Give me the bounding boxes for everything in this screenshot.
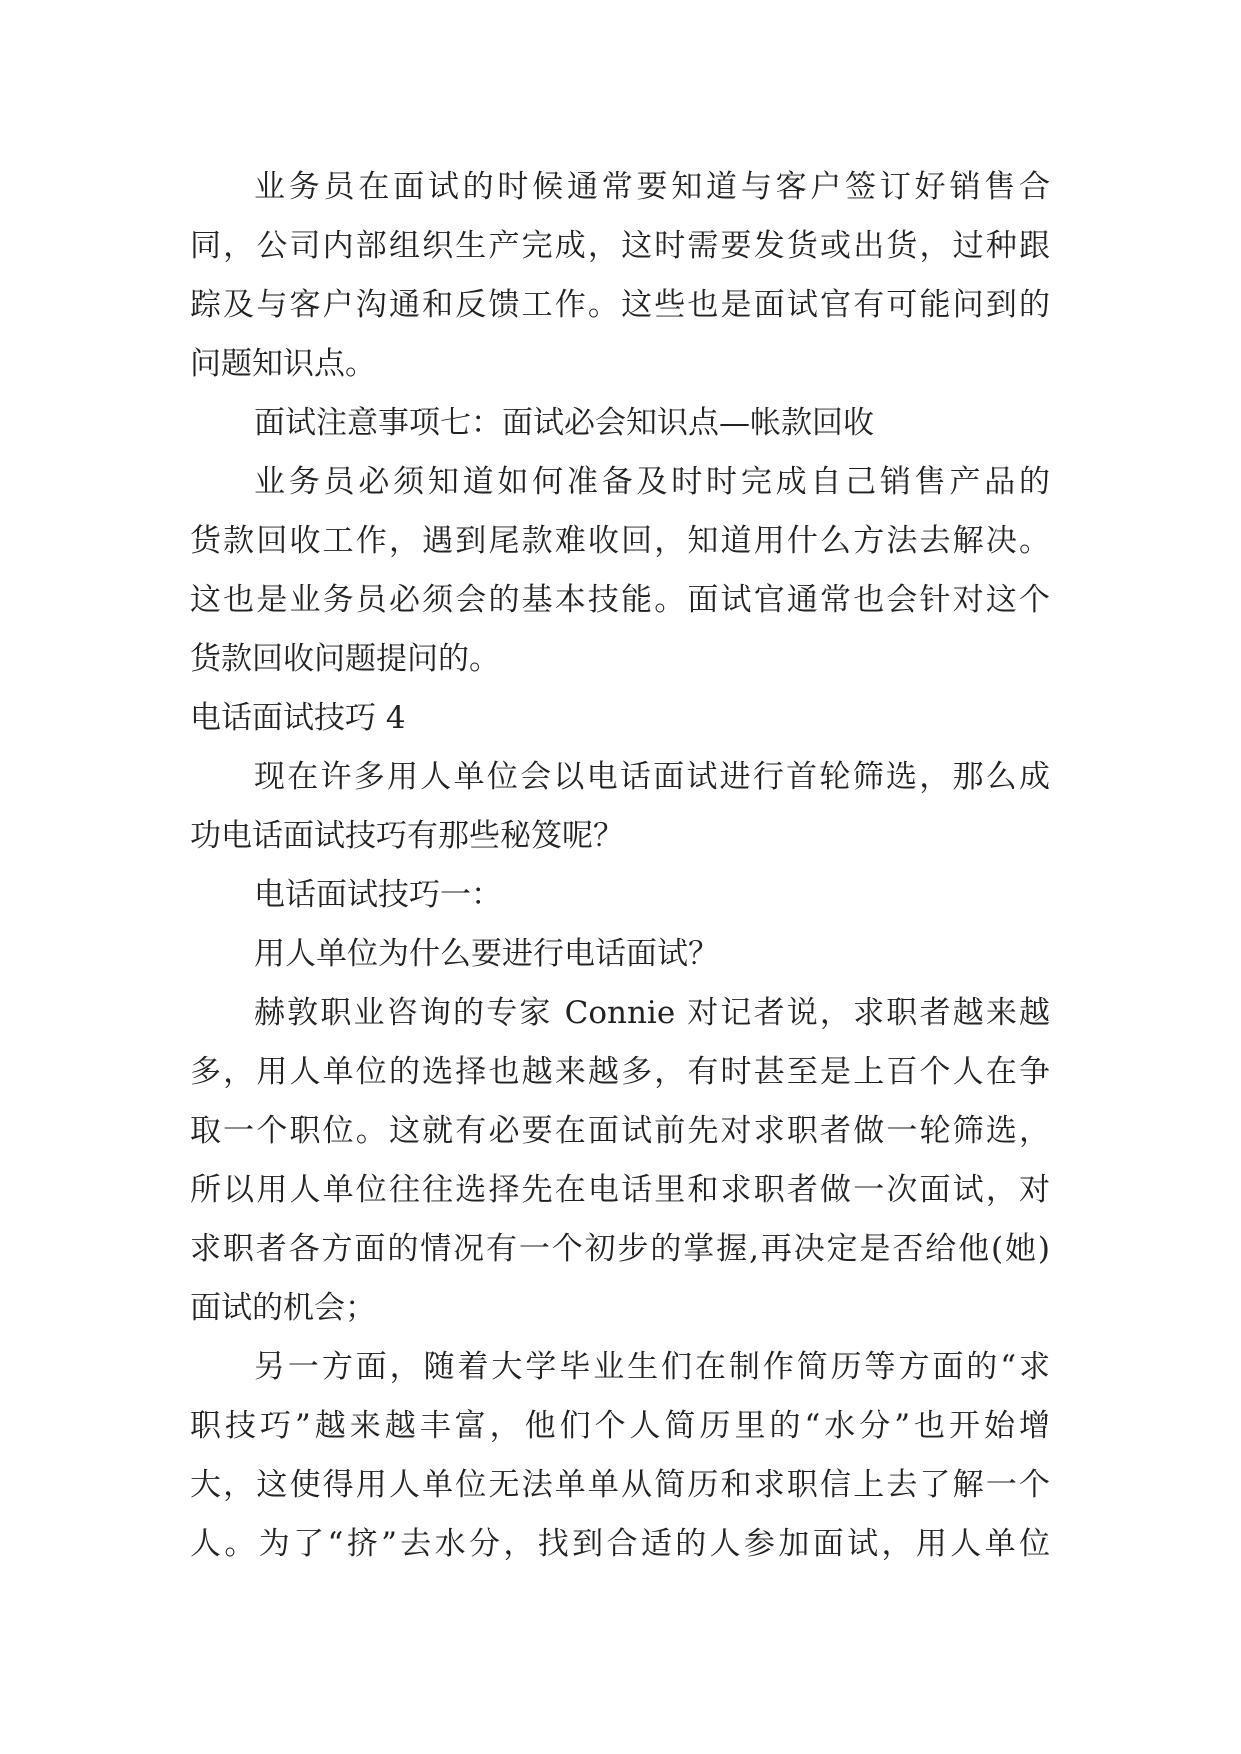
text-line: 货款回收问题提问的。 bbox=[190, 641, 500, 677]
text-line: 大，这使得用人单位无法单单从简历和求职信上去了解一个 bbox=[190, 1467, 1050, 1503]
section-subheading: 用人单位为什么要进行电话面试？ bbox=[254, 936, 719, 972]
text-line: 功电话面试技巧有那些秘笈呢？ bbox=[190, 818, 624, 854]
text-line: 职技巧”越来越丰富，他们个人简历里的“水分”也开始增 bbox=[190, 1408, 1050, 1444]
section-heading: 面试注意事项七：面试必会知识点—帐款回收 bbox=[254, 405, 874, 441]
text-line: 赫敦职业咨询的专家 Connie 对记者说，求职者越来越 bbox=[254, 995, 1050, 1031]
text-line: 多，用人单位的选择也越来越多，有时甚至是上百个人在争 bbox=[190, 1054, 1050, 1090]
text-line: 问题知识点。 bbox=[190, 346, 376, 382]
text-line: 另一方面，随着大学毕业生们在制作简历等方面的“求 bbox=[254, 1349, 1050, 1385]
text-line: 所以用人单位往往选择先在电话里和求职者做一次面试，对 bbox=[190, 1172, 1050, 1208]
text-line: 踪及与客户沟通和反馈工作。这些也是面试官有可能问到的 bbox=[190, 287, 1050, 323]
section-heading: 电话面试技巧一： bbox=[254, 877, 502, 913]
text-line: 这也是业务员必须会的基本技能。面试官通常也会针对这个 bbox=[190, 582, 1050, 618]
text-line: 业务员在面试的时候通常要知道与客户签订好销售合 bbox=[254, 169, 1050, 205]
text-line: 取一个职位。这就有必要在面试前先对求职者做一轮筛选， bbox=[190, 1113, 1050, 1149]
text-line: 现在许多用人单位会以电话面试进行首轮筛选，那么成 bbox=[254, 759, 1050, 795]
text-line: 业务员必须知道如何准备及时时完成自己销售产品的 bbox=[254, 464, 1050, 500]
text-line: 求职者各方面的情况有一个初步的掌握,再决定是否给他(她) bbox=[190, 1231, 1050, 1267]
text-line: 货款回收工作，遇到尾款难收回，知道用什么方法去解决。 bbox=[190, 523, 1050, 559]
chapter-title: 电话面试技巧 4 bbox=[190, 700, 406, 736]
text-line: 同，公司内部组织生产完成，这时需要发货或出货，过种跟 bbox=[190, 228, 1050, 264]
body-text bbox=[190, 158, 1050, 1574]
text-line: 人。为了“挤”去水分，找到合适的人参加面试，用人单位 bbox=[190, 1526, 1050, 1562]
text-line: 面试的机会； bbox=[190, 1290, 376, 1326]
